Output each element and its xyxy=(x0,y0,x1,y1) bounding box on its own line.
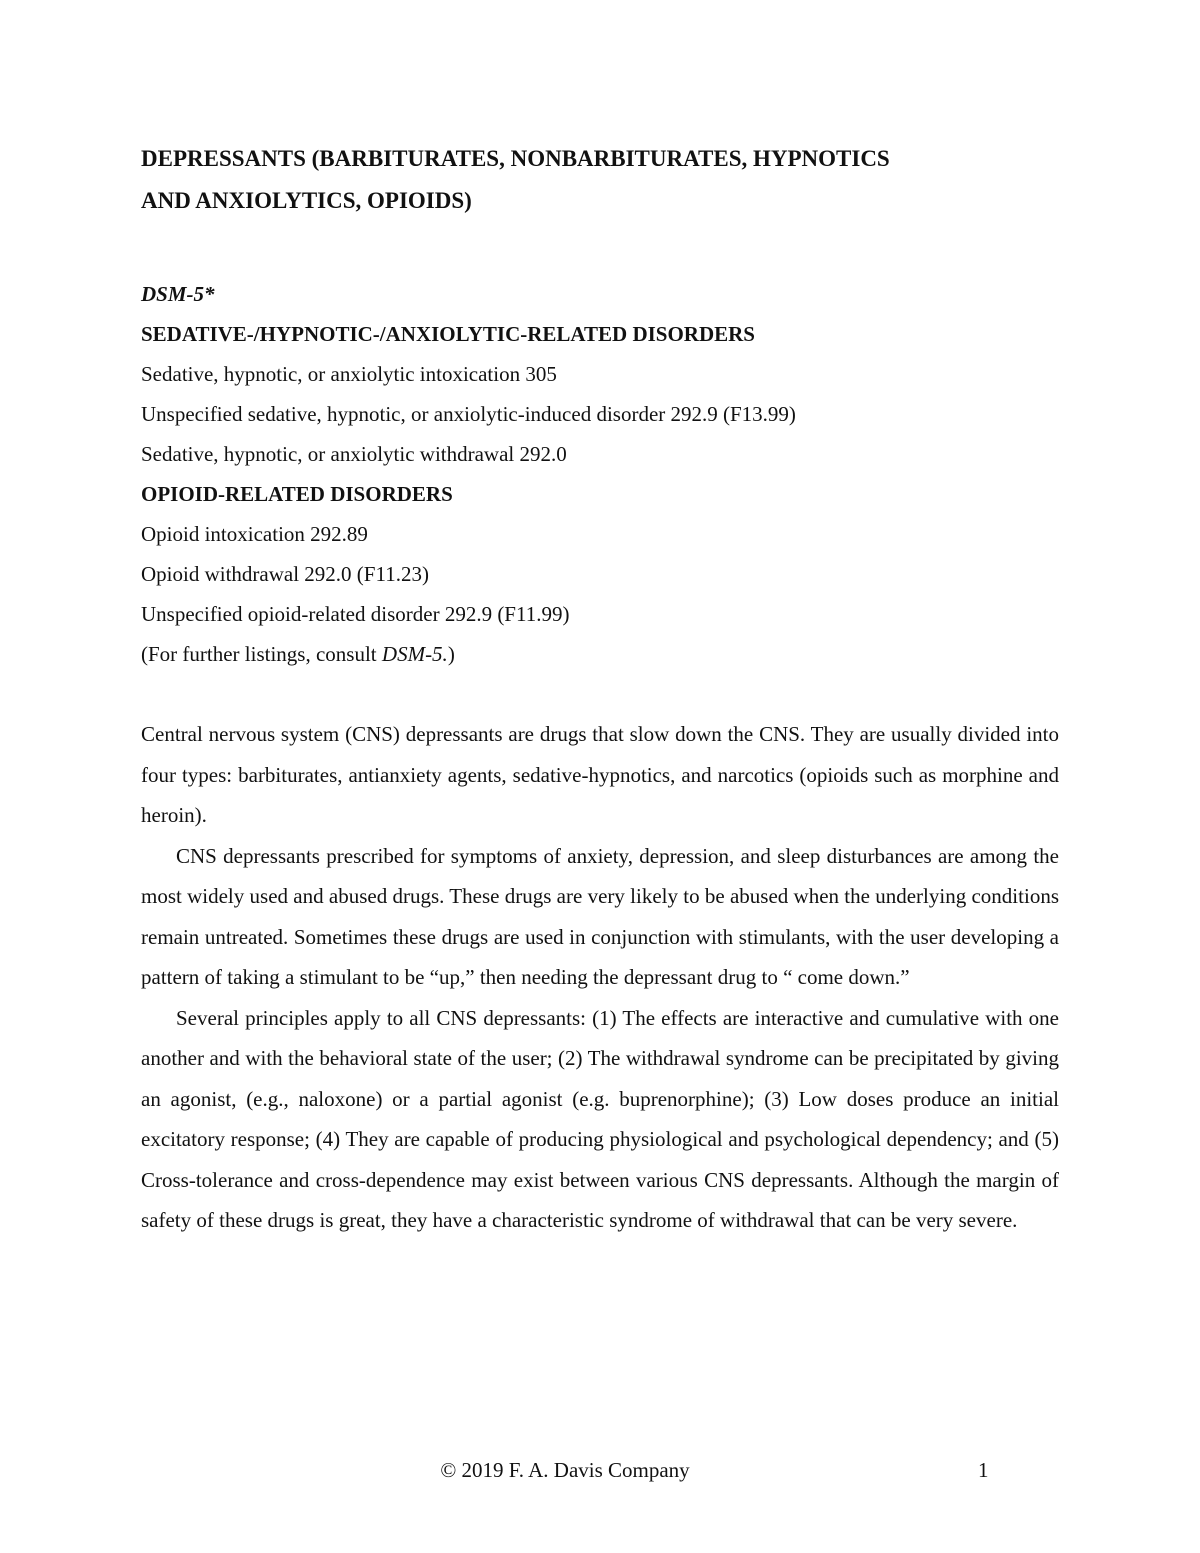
section-heading: OPIOID-RELATED DISORDERS xyxy=(141,482,453,506)
list-item: Opioid intoxication 292.89 xyxy=(141,522,368,546)
section-sedative xyxy=(141,314,1059,474)
note-prefix: (For further listings, consult xyxy=(141,642,382,666)
list-item: Unspecified sedative, hypnotic, or anxiolytic-induced disorder 292.9 (F13.99) xyxy=(141,402,796,426)
document-body xyxy=(141,138,1059,1241)
list-item: Sedative, hypnotic, or anxiolytic intoxication 305 xyxy=(141,362,557,386)
note-suffix: ) xyxy=(447,642,455,666)
paragraph: Central nervous system (CNS) depressants are drugs that slow down the CNS. They are usually divided into four types: barbiturates, antianxiety agents, sedative-hypnotics, and narcotics (opioids such as morphine and heroin). xyxy=(141,722,1059,827)
dsm-label: DSM-5* xyxy=(141,282,215,306)
list-item: Unspecified opioid-related disorder 292.9 (F11.99) xyxy=(141,602,570,626)
title-line-2: AND ANXIOLYTICS, OPIOIDS) xyxy=(141,188,472,213)
page-number: 1 xyxy=(978,1458,989,1482)
section-heading: SEDATIVE-/HYPNOTIC-/ANXIOLYTIC-RELATED DISORDERS xyxy=(141,322,755,346)
title-line-1: DEPRESSANTS (BARBITURATES, NONBARBITURATES, HYPNOTICS xyxy=(141,146,890,171)
copyright-notice: © 2019 F. A. Davis Company xyxy=(440,1458,690,1482)
paragraph: CNS depressants prescribed for symptoms of anxiety, depression, and sleep disturbances are among the most widely used and abused drugs. These drugs are very likely to be abused when the underlying conditions remain untreated. Sometimes these drugs are used in conjunction with stimulants, with the user developing a pattern of taking a stimulant to be “up,” then needing the depressant drug to “ come down.” xyxy=(141,843,1059,989)
section-opioid xyxy=(141,474,1059,634)
body-text xyxy=(141,714,1059,1241)
note-dsm-reference: DSM-5. xyxy=(381,642,448,666)
list-item: Sedative, hypnotic, or anxiolytic withdrawal 292.0 xyxy=(141,442,567,466)
further-listings-note xyxy=(141,634,1059,674)
list-item: Opioid withdrawal 292.0 (F11.23) xyxy=(141,562,429,586)
document-title xyxy=(141,138,1059,222)
paragraph: Several principles apply to all CNS depressants: (1) The effects are interactive and cumulative with one another and with the behavioral state of the user; (2) The withdrawal syndrome can be precipitated by giving an agonist, (e.g., naloxone) or a partial agonist (e.g. buprenorphine); (3) Low doses produce an initial excitatory response; (4) They are capable of producing physiological and psychological dependency; and (5) Cross-tolerance and cross-dependence may exist between various CNS depressants. Although the margin of safety of these drugs is great, they have a characteristic syndrome of withdrawal that can be very severe. xyxy=(141,1005,1059,1232)
